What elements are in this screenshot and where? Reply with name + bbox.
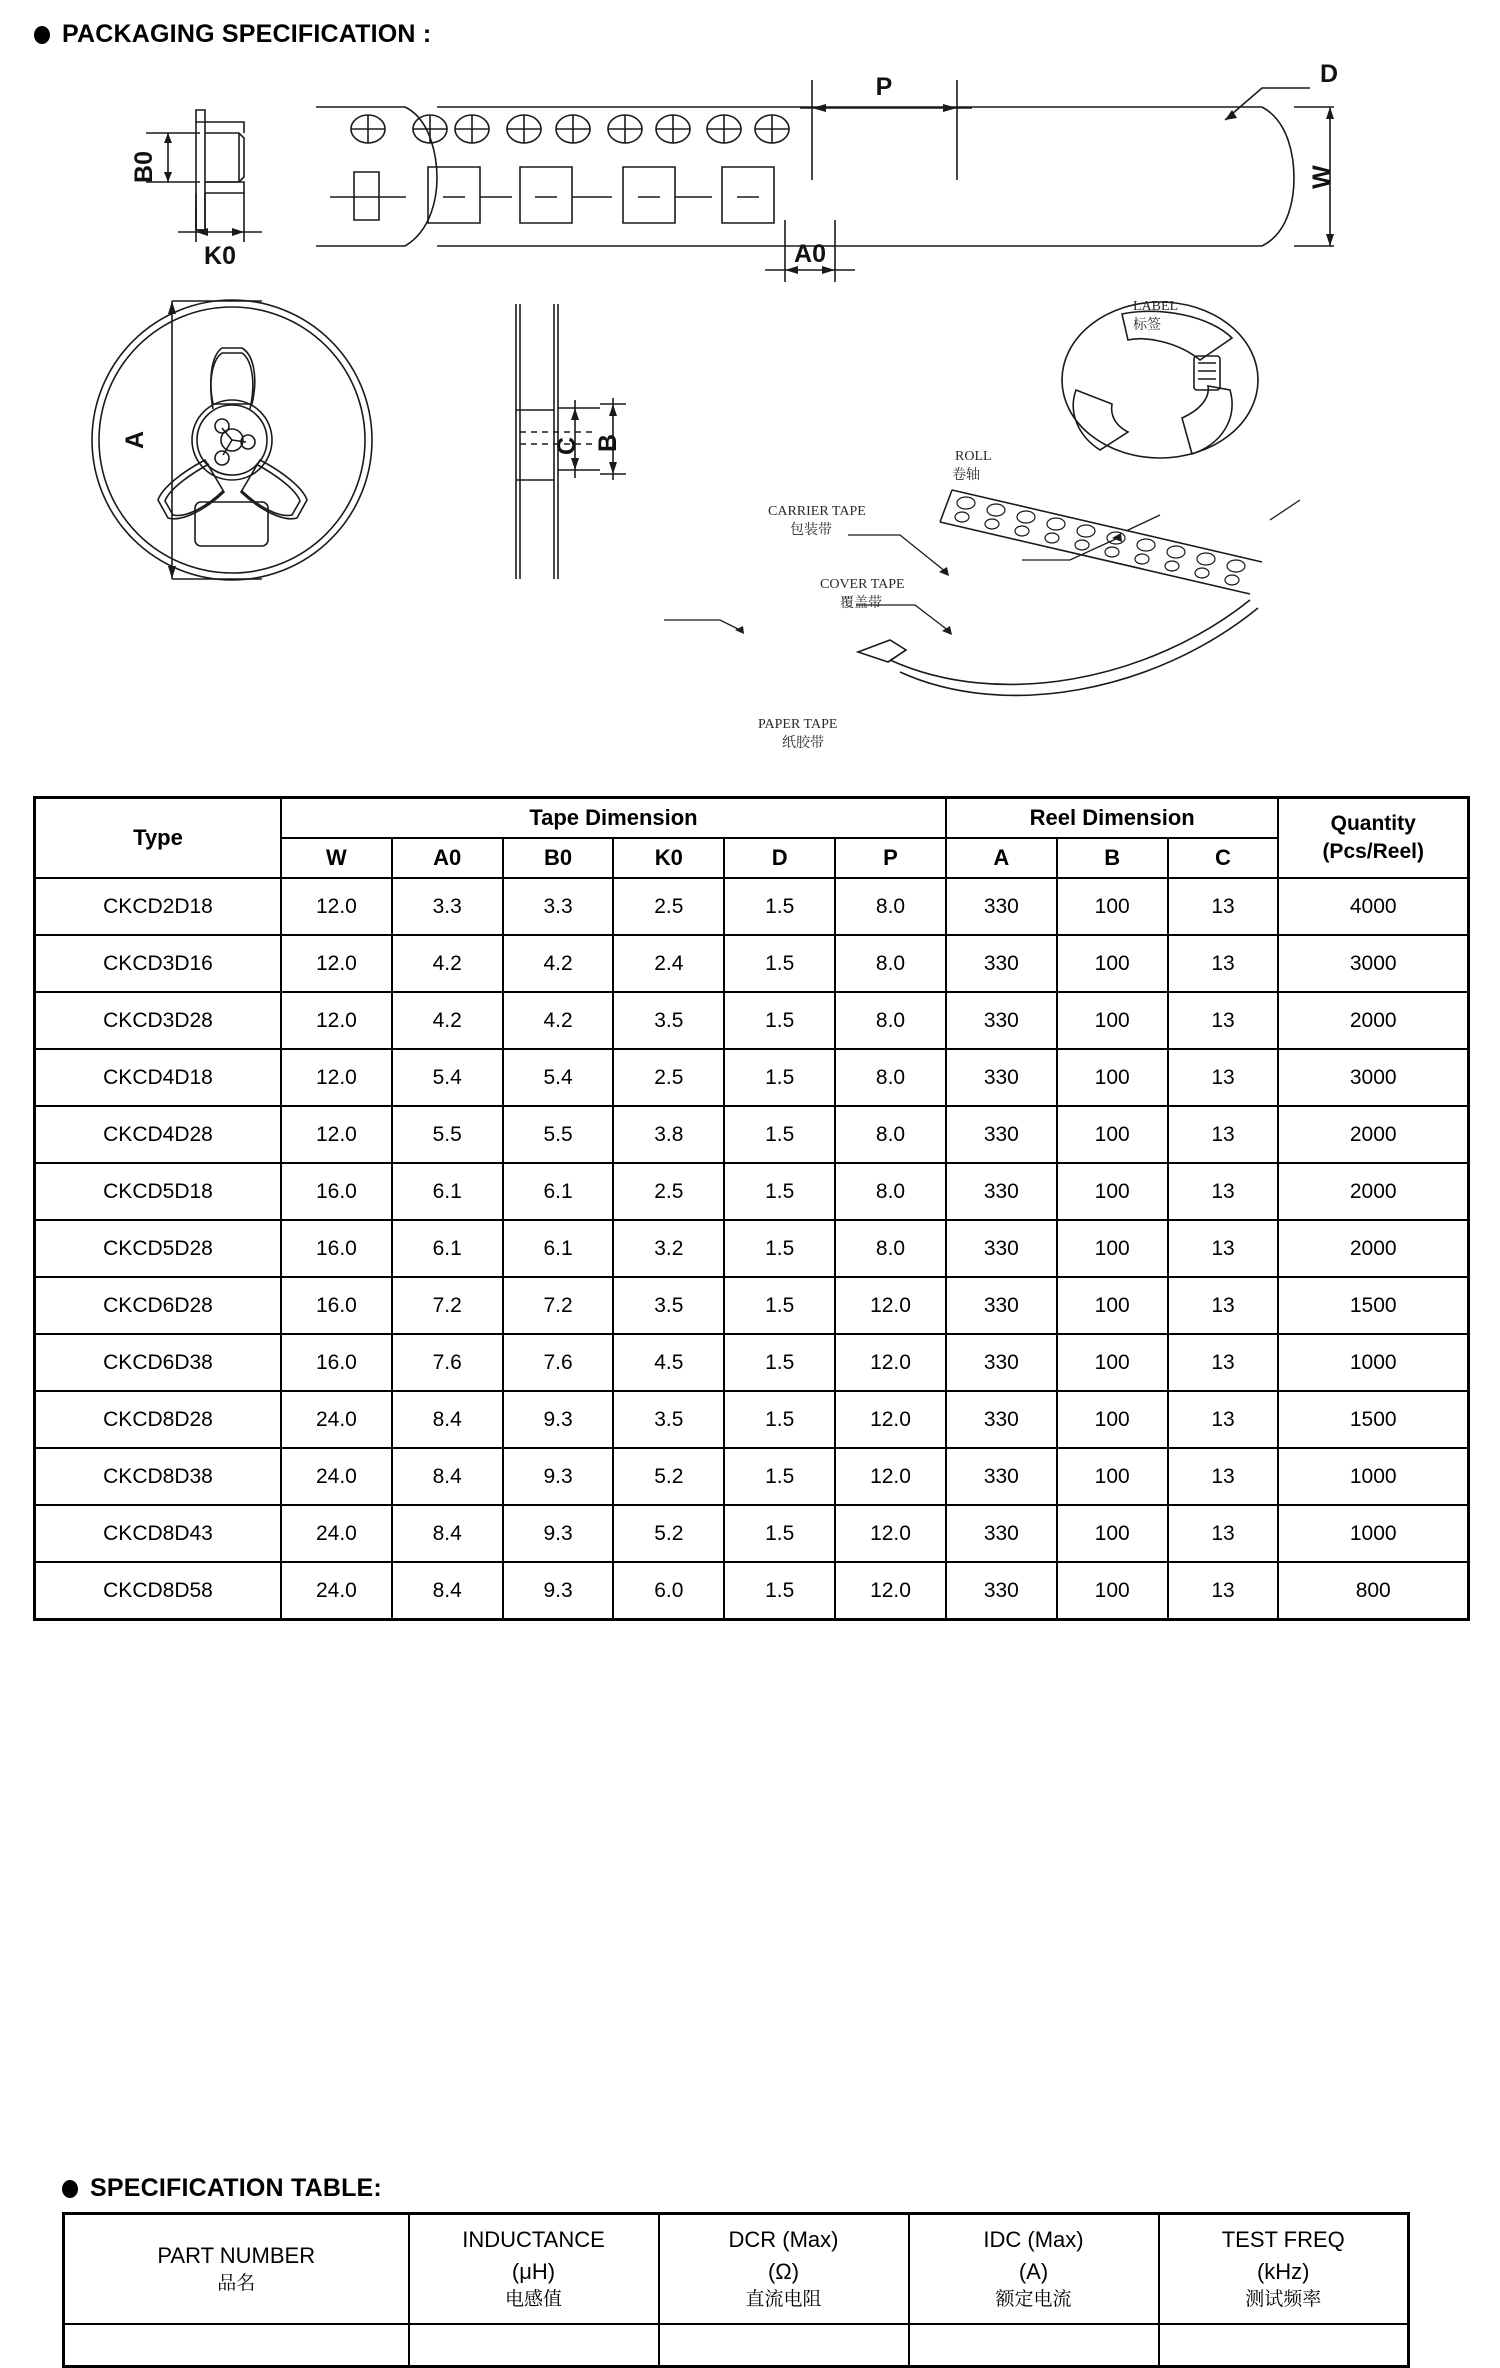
cell-type: CKCD8D28 xyxy=(35,1391,282,1448)
cell-a0: 6.1 xyxy=(392,1220,503,1277)
header-k0: K0 xyxy=(613,838,724,878)
spec-header-col-2 xyxy=(409,2214,659,2325)
dimension-k0 xyxy=(178,193,262,242)
cell-p: 8.0 xyxy=(835,1049,946,1106)
cell-b: 100 xyxy=(1057,992,1168,1049)
cell-c: 13 xyxy=(1168,1562,1279,1620)
cell-a0: 8.4 xyxy=(392,1505,503,1562)
cell-a0: 8.4 xyxy=(392,1562,503,1620)
spec-header-col-1 xyxy=(64,2214,409,2325)
table-row xyxy=(35,935,1469,992)
header-reel-a: A xyxy=(946,838,1057,878)
cell-type: CKCD5D18 xyxy=(35,1163,282,1220)
bullet-icon xyxy=(34,26,50,44)
cell-d: 1.5 xyxy=(724,878,835,935)
spec-header-col-3 xyxy=(659,2214,909,2325)
packaging-diagrams xyxy=(0,60,1500,780)
cell-a0: 6.1 xyxy=(392,1163,503,1220)
cell-k0: 3.5 xyxy=(613,1391,724,1448)
cell-d: 1.5 xyxy=(724,1049,835,1106)
cell-k0: 2.5 xyxy=(613,878,724,935)
cell-d: 1.5 xyxy=(724,992,835,1049)
cell-a: 330 xyxy=(946,1448,1057,1505)
spec-header-en: PART NUMBER xyxy=(157,2242,316,2268)
cell-c: 13 xyxy=(1168,1163,1279,1220)
bullet-icon xyxy=(62,2180,78,2198)
spec-cell-col-5 xyxy=(1159,2324,1409,2367)
cell-d: 1.5 xyxy=(724,1505,835,1562)
cell-b0: 9.3 xyxy=(503,1391,614,1448)
sprocket-holes xyxy=(351,115,789,143)
spec-header-cn: 品名 xyxy=(217,2273,256,2295)
specification-table-heading xyxy=(62,2174,382,2203)
cell-type: CKCD8D38 xyxy=(35,1448,282,1505)
cell-qty: 2000 xyxy=(1278,1163,1468,1220)
cell-p: 12.0 xyxy=(835,1505,946,1562)
label-k0: K0 xyxy=(204,242,236,270)
spec-header-en: IDC (Max) xyxy=(983,2227,1084,2253)
spec-cell-col-4 xyxy=(909,2324,1159,2367)
cell-b0: 6.1 xyxy=(503,1220,614,1277)
cell-type: CKCD3D16 xyxy=(35,935,282,992)
cell-a: 330 xyxy=(946,1277,1057,1334)
cell-c: 13 xyxy=(1168,935,1279,992)
cell-b: 100 xyxy=(1057,1562,1168,1620)
cell-k0: 2.5 xyxy=(613,1049,724,1106)
header-quantity-line2: (Pcs/Reel) xyxy=(1322,840,1424,863)
table-row xyxy=(35,1505,1469,1562)
component-pockets xyxy=(330,167,774,223)
cell-b: 100 xyxy=(1057,878,1168,935)
cell-d: 1.5 xyxy=(724,1448,835,1505)
cell-type: CKCD6D28 xyxy=(35,1277,282,1334)
cell-a0: 5.4 xyxy=(392,1049,503,1106)
cell-b0: 7.6 xyxy=(503,1334,614,1391)
spec-header-row xyxy=(64,2214,1409,2325)
table-row xyxy=(35,878,1469,935)
cell-a: 330 xyxy=(946,1106,1057,1163)
label-a: A xyxy=(121,430,149,450)
cell-w: 12.0 xyxy=(281,878,392,935)
table-row xyxy=(35,992,1469,1049)
packaging-specification-heading xyxy=(34,20,431,49)
cell-k0: 5.2 xyxy=(613,1448,724,1505)
cell-b0: 9.3 xyxy=(503,1448,614,1505)
reel-assembly-illustration xyxy=(858,302,1262,695)
spec-header-unit: (μH) xyxy=(511,2258,556,2284)
cell-type: CKCD2D18 xyxy=(35,878,282,935)
cell-qty: 2000 xyxy=(1278,1106,1468,1163)
cell-qty: 2000 xyxy=(1278,1220,1468,1277)
cell-d: 1.5 xyxy=(724,1220,835,1277)
cell-k0: 2.5 xyxy=(613,1163,724,1220)
header-w: W xyxy=(281,838,392,878)
cell-p: 12.0 xyxy=(835,1334,946,1391)
cell-b0: 7.2 xyxy=(503,1277,614,1334)
callout-label-cn: 标签 xyxy=(1133,318,1161,333)
callout-leaders xyxy=(664,500,1300,635)
cell-p: 12.0 xyxy=(835,1448,946,1505)
cell-type: CKCD4D18 xyxy=(35,1049,282,1106)
cell-k0: 3.2 xyxy=(613,1220,724,1277)
specification-table-body xyxy=(64,2324,1409,2367)
table-row xyxy=(35,1448,1469,1505)
cell-w: 24.0 xyxy=(281,1505,392,1562)
label-b: B xyxy=(594,433,622,453)
header-b0: B0 xyxy=(503,838,614,878)
header-reel-b: B xyxy=(1057,838,1168,878)
header-tape-dimension: Tape Dimension xyxy=(281,798,946,839)
label-c: C xyxy=(553,436,581,456)
cell-p: 8.0 xyxy=(835,935,946,992)
cell-w: 16.0 xyxy=(281,1163,392,1220)
cell-type: CKCD3D28 xyxy=(35,992,282,1049)
spec-header-unit: (kHz) xyxy=(1256,2258,1310,2284)
cell-b: 100 xyxy=(1057,1049,1168,1106)
spec-header-en: TEST FREQ xyxy=(1221,2227,1345,2253)
cell-c: 13 xyxy=(1168,1391,1279,1448)
cell-qty: 1500 xyxy=(1278,1277,1468,1334)
cell-b: 100 xyxy=(1057,1106,1168,1163)
cell-b: 100 xyxy=(1057,1505,1168,1562)
table-row xyxy=(35,1049,1469,1106)
cell-a0: 3.3 xyxy=(392,878,503,935)
spec-cell-col-3 xyxy=(659,2324,909,2367)
packaging-heading-text: PACKAGING SPECIFICATION : xyxy=(62,20,432,48)
cell-p: 8.0 xyxy=(835,1106,946,1163)
cell-a0: 7.2 xyxy=(392,1277,503,1334)
cell-a: 330 xyxy=(946,1163,1057,1220)
cell-b: 100 xyxy=(1057,1334,1168,1391)
cell-d: 1.5 xyxy=(724,935,835,992)
cell-k0: 3.8 xyxy=(613,1106,724,1163)
cell-b0: 9.3 xyxy=(503,1505,614,1562)
cell-c: 13 xyxy=(1168,1448,1279,1505)
cell-w: 16.0 xyxy=(281,1277,392,1334)
cell-b: 100 xyxy=(1057,1448,1168,1505)
packaging-table-body xyxy=(35,878,1469,1620)
carrier-tape-strip xyxy=(316,107,1334,246)
table-row xyxy=(35,1391,1469,1448)
cell-b0: 5.4 xyxy=(503,1049,614,1106)
spec-header-cn: 直流电阻 xyxy=(745,2288,822,2310)
cell-a0: 4.2 xyxy=(392,992,503,1049)
cell-b0: 4.2 xyxy=(503,992,614,1049)
cell-a: 330 xyxy=(946,1334,1057,1391)
cell-d: 1.5 xyxy=(724,1106,835,1163)
callout-label-en: LABEL xyxy=(1133,299,1179,314)
callout-cover-tape-en: COVER TAPE xyxy=(820,577,905,592)
cell-c: 13 xyxy=(1168,1505,1279,1562)
cell-k0: 4.5 xyxy=(613,1334,724,1391)
cell-b0: 4.2 xyxy=(503,935,614,992)
specification-heading-text: SPECIFICATION TABLE: xyxy=(90,2174,382,2202)
cell-a0: 4.2 xyxy=(392,935,503,992)
cell-p: 12.0 xyxy=(835,1391,946,1448)
cell-c: 13 xyxy=(1168,1334,1279,1391)
header-d: D xyxy=(724,838,835,878)
callout-carrier-tape-cn: 包装带 xyxy=(790,523,832,538)
callout-paper-tape-cn: 纸胶带 xyxy=(782,736,824,751)
spec-cell-col-1 xyxy=(64,2324,409,2367)
cell-k0: 3.5 xyxy=(613,992,724,1049)
cell-a: 330 xyxy=(946,1049,1057,1106)
cell-d: 1.5 xyxy=(724,1163,835,1220)
cell-b: 100 xyxy=(1057,1277,1168,1334)
cell-p: 12.0 xyxy=(835,1562,946,1620)
cell-w: 24.0 xyxy=(281,1448,392,1505)
callout-carrier-tape-en: CARRIER TAPE xyxy=(768,504,866,519)
cell-k0: 5.2 xyxy=(613,1505,724,1562)
header-quantity xyxy=(1278,798,1468,879)
table-row xyxy=(35,1277,1469,1334)
cell-c: 13 xyxy=(1168,1220,1279,1277)
table-row xyxy=(35,1220,1469,1277)
label-a0: A0 xyxy=(794,240,826,268)
table-row xyxy=(35,1163,1469,1220)
table-row xyxy=(35,1106,1469,1163)
cell-type: CKCD5D28 xyxy=(35,1220,282,1277)
cell-d: 1.5 xyxy=(724,1391,835,1448)
component-cross-section xyxy=(196,110,244,230)
cell-qty: 4000 xyxy=(1278,878,1468,935)
cell-type: CKCD4D28 xyxy=(35,1106,282,1163)
spec-header-cn: 测试频率 xyxy=(1245,2288,1322,2310)
cell-b: 100 xyxy=(1057,1220,1168,1277)
label-d: D xyxy=(1319,60,1339,88)
cell-qty: 1000 xyxy=(1278,1448,1468,1505)
cell-p: 8.0 xyxy=(835,1163,946,1220)
cell-a0: 7.6 xyxy=(392,1334,503,1391)
cell-qty: 3000 xyxy=(1278,935,1468,992)
cell-a: 330 xyxy=(946,1391,1057,1448)
cell-b: 100 xyxy=(1057,1391,1168,1448)
spec-header-col-4 xyxy=(909,2214,1159,2325)
cell-k0: 6.0 xyxy=(613,1562,724,1620)
cell-w: 16.0 xyxy=(281,1334,392,1391)
cell-a0: 5.5 xyxy=(392,1106,503,1163)
cell-w: 12.0 xyxy=(281,1049,392,1106)
cell-p: 8.0 xyxy=(835,1220,946,1277)
cell-b0: 3.3 xyxy=(503,878,614,935)
cell-c: 13 xyxy=(1168,878,1279,935)
cell-c: 13 xyxy=(1168,1049,1279,1106)
cell-a: 330 xyxy=(946,1220,1057,1277)
cell-b: 100 xyxy=(1057,1163,1168,1220)
cell-qty: 3000 xyxy=(1278,1049,1468,1106)
cell-type: CKCD6D38 xyxy=(35,1334,282,1391)
cell-qty: 2000 xyxy=(1278,992,1468,1049)
cell-d: 1.5 xyxy=(724,1334,835,1391)
cell-qty: 800 xyxy=(1278,1562,1468,1620)
spec-header-cn: 电感值 xyxy=(504,2288,562,2310)
header-type: Type xyxy=(35,798,282,879)
cell-w: 12.0 xyxy=(281,1106,392,1163)
spec-header-unit: (Ω) xyxy=(767,2258,800,2284)
header-reel-dimension: Reel Dimension xyxy=(946,798,1278,839)
spec-header-col-5 xyxy=(1159,2214,1409,2325)
cell-p: 8.0 xyxy=(835,878,946,935)
cell-a0: 8.4 xyxy=(392,1448,503,1505)
cell-k0: 3.5 xyxy=(613,1277,724,1334)
cell-c: 13 xyxy=(1168,992,1279,1049)
cell-w: 24.0 xyxy=(281,1562,392,1620)
cell-a: 330 xyxy=(946,935,1057,992)
cell-c: 13 xyxy=(1168,1106,1279,1163)
cell-w: 16.0 xyxy=(281,1220,392,1277)
cell-b: 100 xyxy=(1057,935,1168,992)
header-p: P xyxy=(835,838,946,878)
cell-d: 1.5 xyxy=(724,1562,835,1620)
leader-d xyxy=(1225,88,1310,120)
callout-cover-tape-cn: 覆盖带 xyxy=(840,596,882,611)
cell-a0: 8.4 xyxy=(392,1391,503,1448)
cell-w: 12.0 xyxy=(281,935,392,992)
packaging-dimension-table xyxy=(33,796,1470,1621)
spec-header-en: DCR (Max) xyxy=(728,2227,839,2253)
table-header-group-row xyxy=(35,798,1469,839)
cell-a: 330 xyxy=(946,1562,1057,1620)
label-p: P xyxy=(875,73,893,101)
cell-b0: 6.1 xyxy=(503,1163,614,1220)
cell-b0: 9.3 xyxy=(503,1562,614,1620)
spec-header-cn: 额定电流 xyxy=(995,2288,1072,2310)
callout-paper-tape-en: PAPER TAPE xyxy=(758,717,838,732)
table-row xyxy=(35,1334,1469,1391)
cell-qty: 1000 xyxy=(1278,1505,1468,1562)
header-quantity-line1: Quantity xyxy=(1330,811,1416,835)
spec-header-unit: (A) xyxy=(1018,2258,1049,2284)
cell-a: 330 xyxy=(946,992,1057,1049)
cell-a: 330 xyxy=(946,1505,1057,1562)
table-row xyxy=(64,2324,1409,2367)
cell-a: 330 xyxy=(946,878,1057,935)
cell-p: 8.0 xyxy=(835,992,946,1049)
cell-c: 13 xyxy=(1168,1277,1279,1334)
label-b0: B0 xyxy=(130,151,158,183)
table-row xyxy=(35,1562,1469,1620)
cell-qty: 1000 xyxy=(1278,1334,1468,1391)
dimension-a xyxy=(168,301,262,579)
cell-type: CKCD8D43 xyxy=(35,1505,282,1562)
cell-w: 12.0 xyxy=(281,992,392,1049)
header-a0: A0 xyxy=(392,838,503,878)
cell-p: 12.0 xyxy=(835,1277,946,1334)
specification-table xyxy=(62,2212,1410,2368)
cell-d: 1.5 xyxy=(724,1277,835,1334)
cell-w: 24.0 xyxy=(281,1391,392,1448)
cell-qty: 1500 xyxy=(1278,1391,1468,1448)
callout-roll-en: ROLL xyxy=(955,449,992,464)
spec-cell-col-2 xyxy=(409,2324,659,2367)
callout-roll-cn: 卷轴 xyxy=(952,468,980,483)
header-reel-c: C xyxy=(1168,838,1279,878)
label-w: W xyxy=(1308,165,1336,189)
cell-k0: 2.4 xyxy=(613,935,724,992)
spec-header-en: INDUCTANCE xyxy=(462,2227,605,2253)
cell-type: CKCD8D58 xyxy=(35,1562,282,1620)
cell-b0: 5.5 xyxy=(503,1106,614,1163)
